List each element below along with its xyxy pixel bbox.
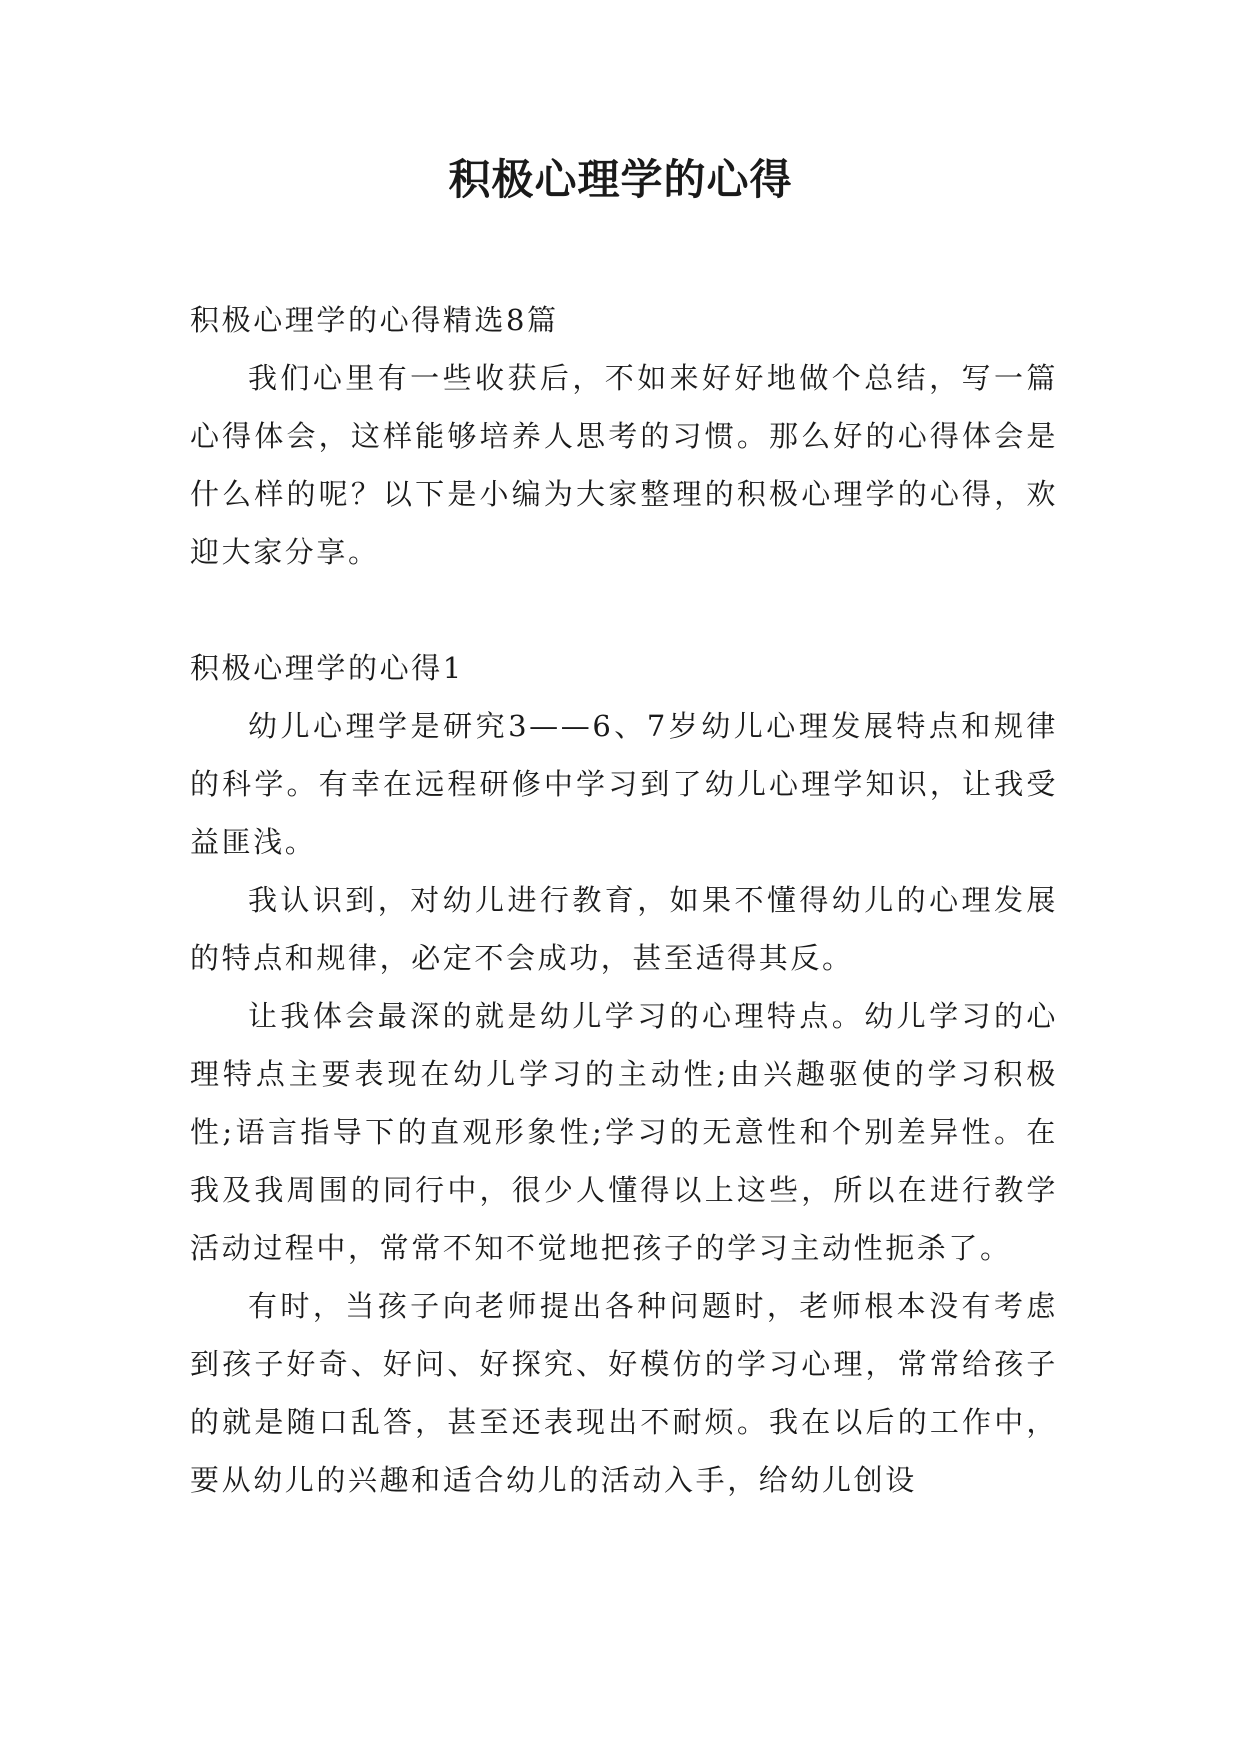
body-paragraph: 有时，当孩子向老师提出各种问题时，老师根本没有考虑到孩子好奇、好问、好探究、好模仿的学习心理，常常给孩子的就是随口乱答，甚至还表现出不耐烦。我在以后的工作中，要从幼儿的兴趣和适合幼儿的活动入手，给幼儿创设 xyxy=(190,1289,1058,1497)
body-paragraph: 幼儿心理学是研究3——6、7岁幼儿心理发展特点和规律的科学。有幸在远程研修中学习到了幼儿心理学知识，让我受益匪浅。 xyxy=(190,709,1058,859)
body-paragraph: 我认识到，对幼儿进行教育，如果不懂得幼儿的心理发展的特点和规律，必定不会成功，甚至适得其反。 xyxy=(190,883,1058,975)
document-body xyxy=(190,291,1058,1509)
document-subtitle: 积极心理学的心得精选8篇 xyxy=(190,303,559,337)
intro-paragraph: 我们心里有一些收获后，不如来好好地做个总结，写一篇心得体会，这样能够培养人思考的习惯。那么好的心得体会是什么样的呢？以下是小编为大家整理的积极心理学的心得，欢迎大家分享。 xyxy=(190,361,1058,569)
document-title: 积极心理学的心得 xyxy=(448,155,793,204)
body-paragraph: 让我体会最深的就是幼儿学习的心理特点。幼儿学习的心理特点主要表现在幼儿学习的主动性;由兴趣驱使的学习积极性;语言指导下的直观形象性;学习的无意性和个别差异性。在我及我周围的同行中，很少人懂得以上这些，所以在进行教学活动过程中，常常不知不觉地把孩子的学习主动性扼杀了。 xyxy=(190,999,1058,1265)
section-heading: 积极心理学的心得1 xyxy=(190,651,464,685)
section-gap xyxy=(190,581,1058,639)
